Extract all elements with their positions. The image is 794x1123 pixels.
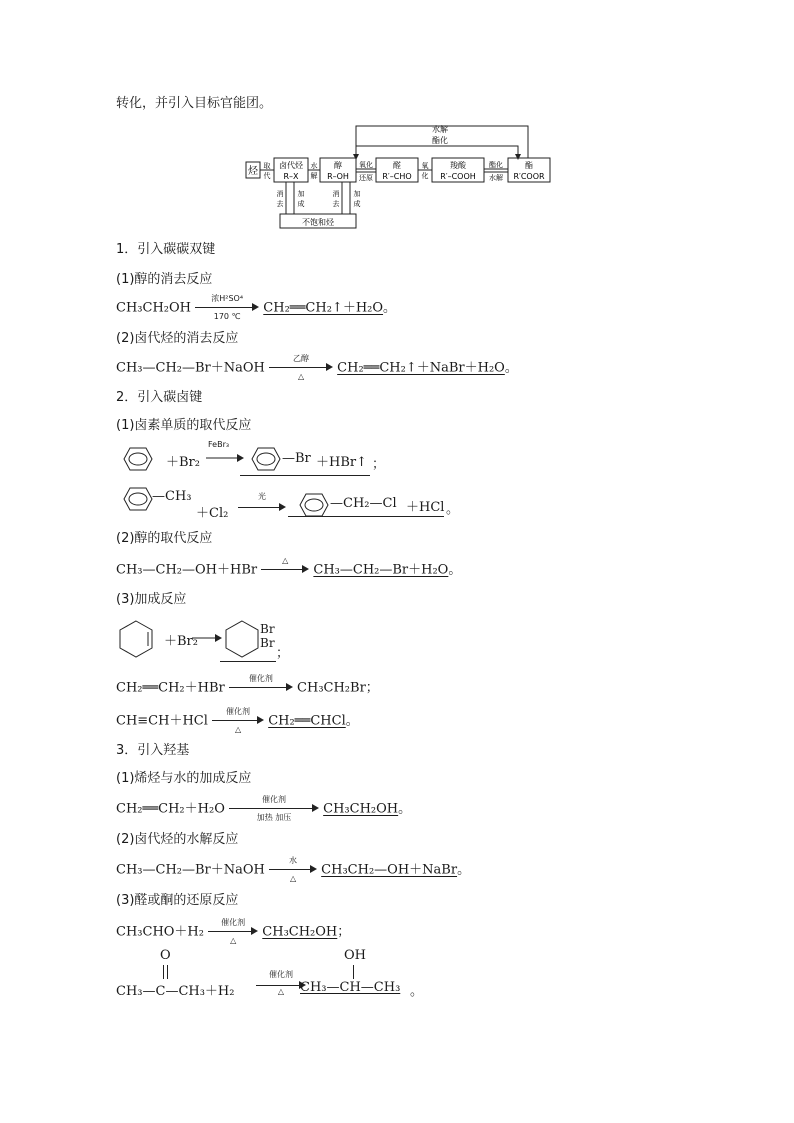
product: CH₃CH₂OH [262,924,338,940]
product: CH₃—CH—CH₃ [300,980,401,995]
reaction-1-2 [116,354,518,381]
condition-bottom: △ [289,874,297,883]
punct: 。 [410,984,424,999]
condition-top: 水 [289,856,298,865]
reaction-arrow [269,354,333,381]
punct: 。 [345,713,359,729]
hydroxyl: OH [344,948,366,963]
diagram-hydro-2: 解 [310,172,318,180]
condition-bottom: △ [297,372,305,381]
reaction-arrow-icon [206,454,244,462]
reaction-2-6 [116,707,359,734]
punct: ； [276,646,290,661]
reaction-arrow-icon [192,634,222,642]
diagram-acid-name: 羧酸 [450,161,466,170]
diagram-aldehyde-name: 醛 [393,161,401,170]
diagram-hydrocarbon: 烃 [248,166,258,177]
reaction-2-3 [116,556,462,579]
condition-top: 催化剂 [262,795,286,804]
condition-bottom: △ [230,936,237,945]
reaction-1-1-reactants: CH₃CH₂OH [116,300,191,316]
diagram-ester-formula: R′COOR [513,172,545,181]
section-3-title: 3．引入羟基 [116,743,190,758]
reagent: ＋Br₂ [166,455,200,470]
reactants: CH₃—CH₂—Br＋NaOH [116,862,265,878]
diagram-elim-4: 去 [332,200,340,208]
diagram-elim-1: 消 [276,190,284,198]
punct: 。 [504,360,518,376]
intro-text: 转化，并引入目标官能团。 [116,96,273,111]
reactants: CH₃CHO＋H₂ [116,924,204,940]
reaction-1-1-product: CH₂══CH₂↑＋H₂O [263,300,384,316]
diagram-hydro-3: 水解 [489,174,503,182]
section-2-title: 2．引入碳卤键 [116,390,203,405]
condition-top: 催化剂 [226,707,251,716]
section-3-sub-1: (1)烯烃与水的加成反应 [116,771,252,786]
reaction-1-2-product: CH₂══CH₂↑＋NaBr＋H₂O [337,360,505,376]
punct: ； [372,457,386,472]
reaction-arrow [238,492,286,516]
bond [163,965,164,979]
condition-top: 催化剂 [221,918,246,927]
condition-bottom: △ [277,987,285,996]
bromine-2: Br [260,636,275,650]
reactants: CH₃—CH₂—OH＋HBr [116,562,258,578]
condition-top: 催化剂 [269,970,293,979]
diagram-elim-3: 消 [332,190,340,198]
reactants: CH≡CH＋HCl [116,713,208,729]
diagram-aldehyde-formula: R′–CHO [382,172,412,181]
reaction-2-4 [116,618,416,666]
diagram-add-3: 加 [353,190,361,198]
condition-bottom: 加热 加压 [256,813,292,822]
diagram-hydro-1: 水 [310,162,318,170]
diagram-red-1: 还原 [359,174,373,182]
ketone-oxygen: O [160,948,171,963]
reaction-arrow [229,795,319,822]
diagram-unsaturated: 不饱和烃 [302,218,334,227]
reaction-3-2 [116,856,471,883]
benzene-ring-icon [244,444,286,474]
diagram-label-hydrolysis-top: 水解 [432,125,448,134]
reaction-1-1 [116,294,397,321]
reaction-arrow [261,556,309,578]
product-rest: ＋HCl [406,500,445,515]
diagram-add-2: 成 [297,200,305,208]
product-substituent: —CH₂—Cl [330,496,397,511]
substituent: —CH₃ [152,489,192,504]
diagram-ester-1: 酯化 [489,161,503,169]
diagram-sub-2: 代 [263,172,271,180]
condition-top: 浓H²SO⁴ [211,294,244,303]
product-rest: ＋HBr↑ [316,455,367,470]
bromine-1: Br [260,622,275,636]
answer-underline [240,475,370,476]
diagram-halide-formula: R–X [283,172,299,181]
diagram-ester-name: 酯 [525,161,533,170]
product-substituent: —Br [282,451,311,466]
condition-top: 催化剂 [248,674,273,683]
section-1-sub-2: (2)卤代烃的消去反应 [116,331,239,346]
reaction-arrow [212,707,264,734]
product: CH₃CH₂OH [323,801,399,817]
reaction-arrow [269,856,317,883]
condition-top: △ [282,556,289,565]
reactants: CH₂══CH₂＋HBr [116,680,225,696]
diagram-halide-name: 卤代烃 [279,161,303,170]
bond [167,965,168,979]
reaction-2-5 [116,674,379,697]
reactants: CH₂══CH₂＋H₂O [116,801,225,817]
punct: ； [337,924,351,940]
section-2-sub-3: (3)加成反应 [116,592,187,607]
diagram-elim-2: 去 [276,200,284,208]
diagram-acid-formula: R′–COOH [440,172,476,181]
reactants: CH₃—C—CH₃＋H₂ [116,984,235,999]
section-1-title: 1．引入碳碳双键 [116,242,216,257]
reaction-arrow [229,674,293,696]
reaction-2-1 [116,442,546,482]
section-2-sub-2: (2)醇的取代反应 [116,531,213,546]
section-2-sub-1: (1)卤素单质的取代反应 [116,418,252,433]
diagram-add-4: 成 [353,200,361,208]
product: CH₂══CHCl [268,713,346,729]
diagram-add-1: 加 [297,190,305,198]
section-3-sub-3: (3)醛或酮的还原反应 [116,893,239,908]
reagent: ＋Br₂ [164,634,198,649]
reaction-3-3 [116,918,351,945]
answer-underline [288,516,444,517]
bond [353,965,354,979]
section-1-sub-1: (1)醇的消去反应 [116,272,213,287]
cyclohexene-ring-icon [116,618,156,660]
condition-bottom: △ [234,725,242,734]
diagram-alcohol-name: 醇 [334,161,342,170]
diagram-ox-2b: 化 [421,172,429,180]
punct: 。 [448,562,462,578]
reaction-2-2 [116,484,566,524]
reagent: ＋Cl₂ [196,506,229,521]
product: CH₃—CH₂—Br＋H₂O [313,562,449,578]
product: CH₃CH₂Br [297,680,366,696]
punct: 。 [457,862,471,878]
condition-top: 光 [258,492,266,501]
diagram-label-esterify-top: 酯化 [432,136,448,145]
punct: 。 [446,502,460,517]
punct: 。 [398,801,412,817]
condition-bottom: 170 ℃ [213,312,241,321]
diagram-sub-1: 取 [263,162,271,170]
reaction-3-1 [116,795,412,822]
cyclohexane-ring-icon [222,618,262,660]
reaction-arrow [208,918,258,945]
catalyst: FeBr₃ [208,440,230,449]
condition-top: 乙醇 [293,354,310,363]
product: CH₃CH₂—OH＋NaBr [321,862,458,878]
diagram-alcohol-formula: R–OH [327,172,349,181]
punct: ； [365,680,379,696]
reaction-1-2-reactants: CH₃—CH₂—Br＋NaOH [116,360,265,376]
section-3-sub-2: (2)卤代烃的水解反应 [116,832,239,847]
reaction-3-4 [116,948,516,998]
diagram-ox-2a: 氧 [421,162,429,170]
benzene-ring-icon [116,444,158,474]
answer-underline [220,661,276,662]
punct: 。 [383,300,397,316]
reaction-arrow [195,294,259,321]
reaction-arrow [256,970,306,996]
diagram-ox-1: 氧化 [359,161,373,169]
conversion-diagram [244,118,556,230]
